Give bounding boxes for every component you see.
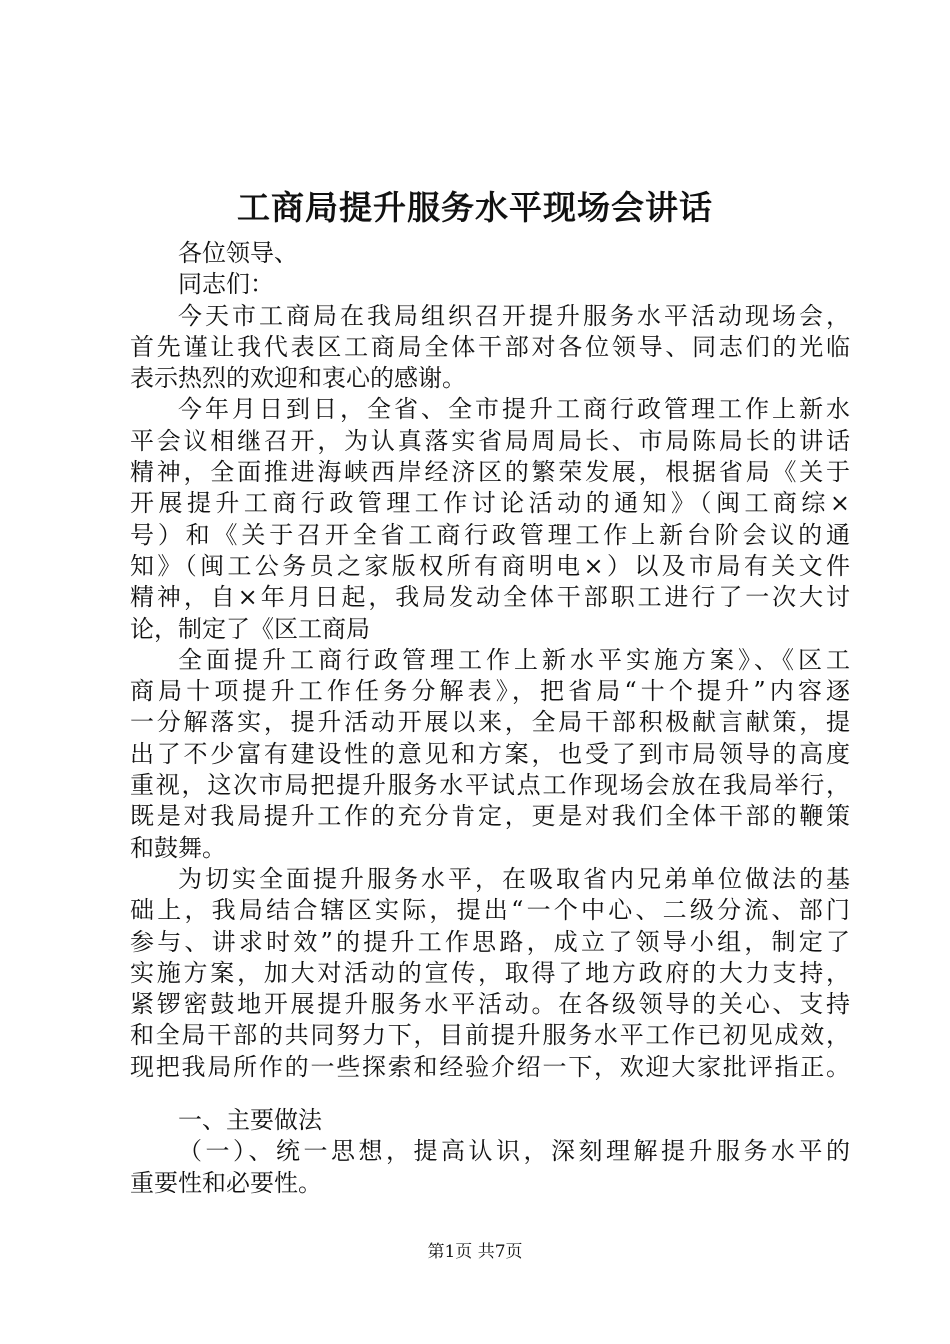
paragraph-line: 号）和《关于召开全省工商行政管理工作上新台阶会议的通 — [130, 520, 850, 549]
paragraph-line: 首先谨让我代表区工商局全体干部对各位领导、同志们的光临 — [130, 332, 850, 361]
subsection-heading: 重要性和必要性。 — [130, 1168, 322, 1197]
section-heading: 一、主要做法 — [178, 1106, 322, 1135]
paragraph-line: 精神，全面推进海峡西岸经济区的繁荣发展，根据省局《关于 — [130, 458, 850, 487]
page-footer: 第1页 共7页 — [427, 1242, 523, 1262]
paragraph-line: 重视，这次市局把提升服务水平试点工作现场会放在我局举行， — [130, 771, 850, 800]
salutation-line: 各位领导、 — [178, 239, 298, 267]
paragraph-line: 和鼓舞。 — [130, 833, 226, 862]
paragraph-line: 现把我局所作的一些探索和经验介绍一下，欢迎大家批评指正。 — [130, 1052, 850, 1081]
paragraph-line: 知》（闽工公务员之家版权所有商明电×）以及市局有关文件 — [130, 551, 850, 580]
subsection-heading: （一）、统一思想，提高认识，深刻理解提升服务水平的 — [178, 1137, 850, 1166]
paragraph-line: 为切实全面提升服务水平，在吸取省内兄弟单位做法的基 — [178, 864, 850, 893]
paragraph-line: 和全局干部的共同努力下，目前提升服务水平工作已初见成效， — [130, 1021, 850, 1050]
salutation-line: 同志们： — [178, 270, 274, 299]
paragraph-line: 今天市工商局在我局组织召开提升服务水平活动现场会， — [178, 301, 850, 330]
paragraph-line: 今年月日到日，全省、全市提升工商行政管理工作上新水 — [178, 395, 850, 424]
paragraph-line: 平会议相继召开，为认真落实省局周局长、市局陈局长的讲话 — [130, 426, 850, 455]
paragraph-line: 精神，自×年月日起，我局发动全体干部职工进行了一次大讨 — [130, 583, 850, 612]
paragraph-line: 开展提升工商行政管理工作讨论活动的通知》（闽工商综× — [130, 489, 850, 518]
paragraph-line: 表示热烈的欢迎和衷心的感谢。 — [130, 364, 466, 393]
paragraph-line: 础上，我局结合辖区实际，提出“一个中心、二级分流、部门 — [130, 896, 850, 925]
paragraph-line: 论，制定了《区工商局 — [130, 614, 370, 643]
paragraph-line: 一分解落实，提升活动开展以来，全局干部积极献言献策，提 — [130, 708, 850, 737]
paragraph-line: 紧锣密鼓地开展提升服务水平活动。在各级领导的关心、支持 — [130, 990, 850, 1019]
paragraph-line: 实施方案，加大对活动的宣传，取得了地方政府的大力支持， — [130, 958, 850, 987]
section-gap — [130, 1083, 850, 1105]
document-title: 工商局提升服务水平现场会讲话 — [237, 188, 713, 227]
document-body — [130, 238, 850, 1199]
paragraph-line: 参与、讲求时效”的提升工作思路，成立了领导小组，制定了 — [130, 927, 850, 956]
paragraph-line: 全面提升工商行政管理工作上新水平实施方案》、《区工 — [178, 645, 850, 674]
paragraph-line: 商局十项提升工作任务分解表》，把省局“十个提升”内容逐 — [130, 677, 850, 706]
paragraph-line: 出了不少富有建设性的意见和方案，也受了到市局领导的高度 — [130, 739, 850, 768]
paragraph-line: 既是对我局提升工作的充分肯定，更是对我们全体干部的鞭策 — [130, 802, 850, 831]
